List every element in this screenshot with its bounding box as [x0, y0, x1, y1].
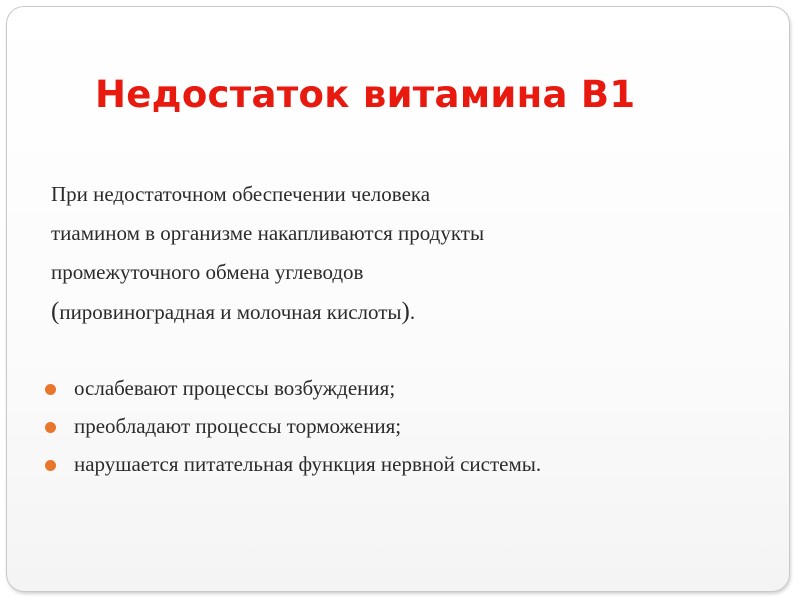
bullet-dot-icon: [45, 384, 56, 395]
bullet-list: [45, 369, 541, 483]
open-paren: (: [51, 298, 60, 325]
bullet-dot-icon: [45, 422, 56, 433]
paragraph-line-2: тиамином в организме накапливаются продукты: [51, 221, 485, 245]
paragraph-line-4-period: .: [409, 300, 416, 324]
paragraph-line-4-text: пировиноградная и молочная кислоты: [59, 300, 402, 324]
slide-title: Недостаток витамина В1: [95, 73, 636, 116]
bullet-text: нарушается питательная функция нервной системы.: [74, 452, 542, 476]
paragraph-line-4: [51, 292, 751, 332]
bullet-dot-icon: [45, 460, 56, 471]
paragraph-line-3: промежуточного обмена углеводов: [51, 260, 364, 284]
bullet-text: ослабевают процессы возбуждения;: [74, 376, 396, 400]
paragraph-line-1: При недостаточном обеспечении человека: [51, 182, 431, 206]
slide-frame: [6, 6, 790, 592]
intro-paragraph: [51, 175, 751, 332]
bullet-item: [45, 445, 541, 483]
close-paren: ): [401, 298, 410, 325]
bullet-item: [45, 407, 541, 445]
bullet-text: преобладают процессы торможения;: [74, 414, 402, 438]
bullet-item: [45, 369, 541, 407]
